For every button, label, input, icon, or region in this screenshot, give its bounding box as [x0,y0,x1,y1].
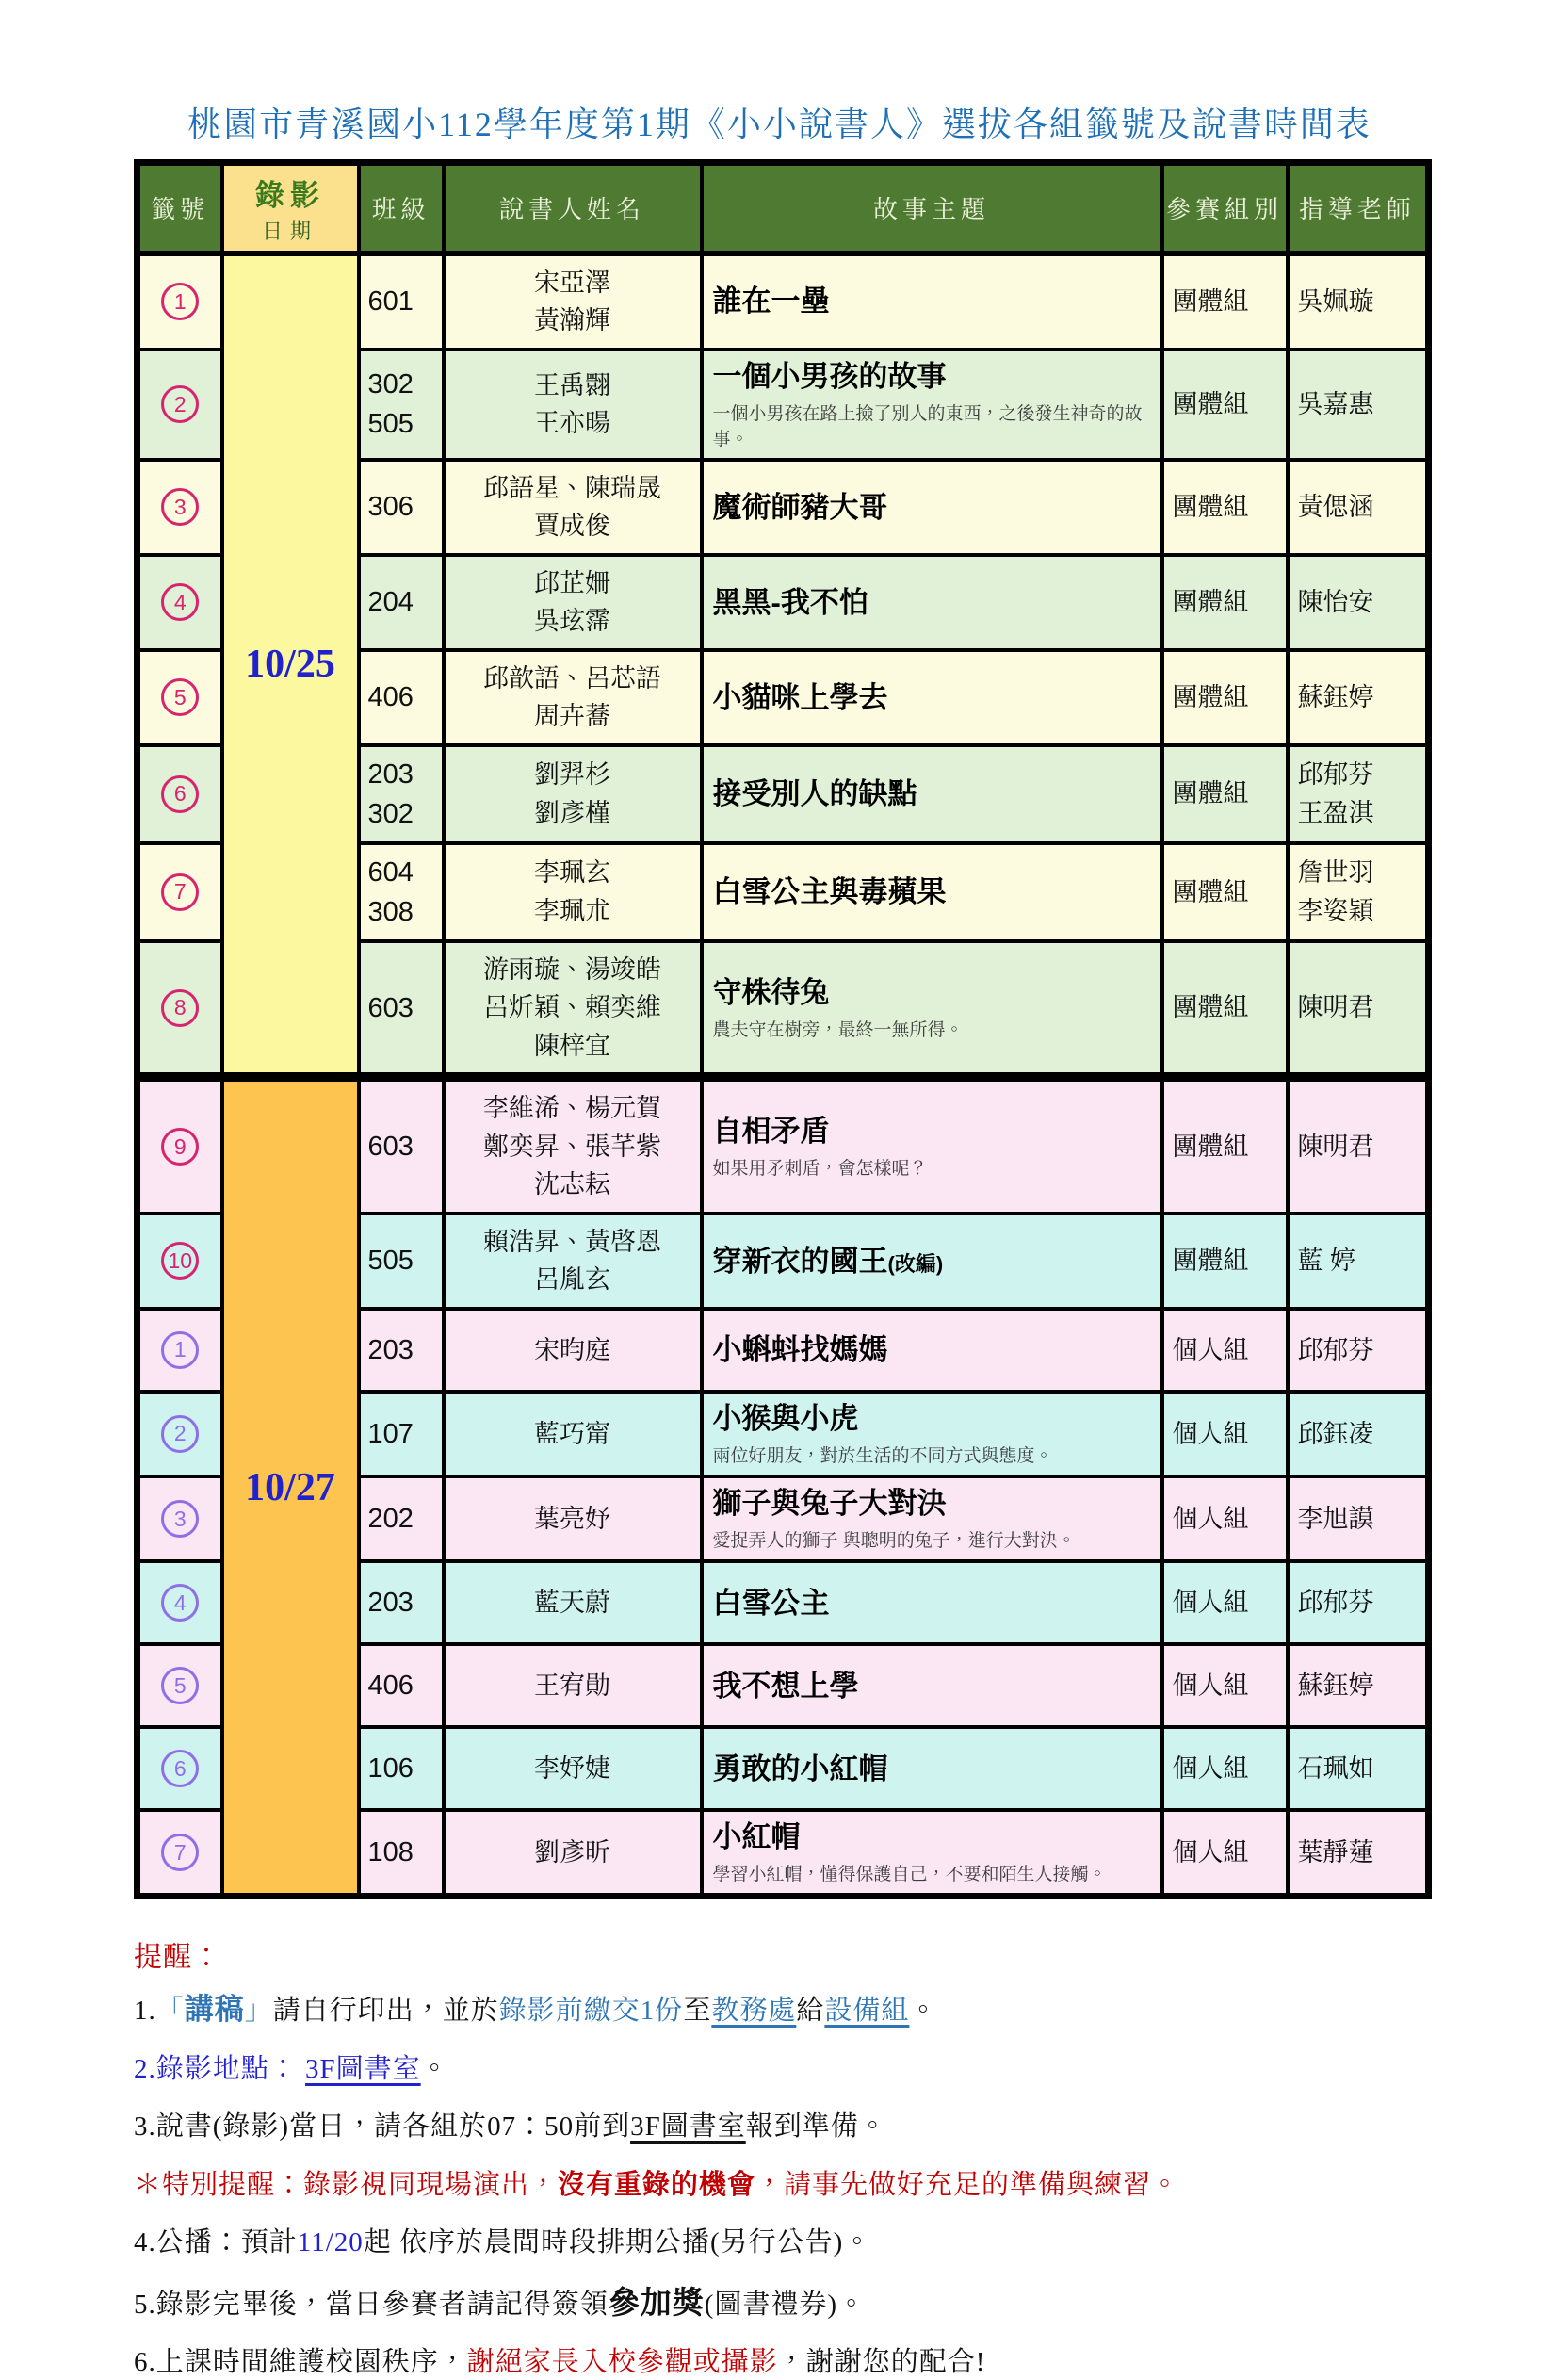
note-text-segment: 3F圖書室 [305,2054,421,2085]
story-topic-cell [702,1077,1162,1214]
note-text-segment: 4.公播：預計 [134,2226,298,2258]
note-text-segment: (圖書禮券)。 [704,2290,867,2321]
lottery-number-cell [138,843,222,941]
lottery-number-cell [138,1392,222,1476]
recording-date-cell [222,1077,359,1897]
class-cell [359,1309,444,1392]
storyteller-names-cell [444,253,702,350]
story-description: 一個小男孩在路上撿了別人的東西，之後發生神奇的故事。 [712,403,1143,449]
competition-group-cell: 個人組 [1162,1561,1288,1644]
story-description: 愛捉弄人的獅子 與聰明的兔子，進行大對決。 [712,1531,1076,1552]
storyteller-name: 呂胤玄 [534,1265,610,1295]
teacher-name: 石珮如 [1297,1754,1374,1783]
storyteller-name: 劉羿杉 [534,760,610,790]
header-teacher: 指導老師 [1288,163,1429,253]
class-cell [359,460,444,555]
class-number: 603 [367,1132,414,1163]
story-title: 誰在一壘 [712,285,830,318]
lottery-number-cell [138,555,222,650]
notes-lines [134,1992,1453,2379]
story-title: 小貓咪上學去 [712,680,888,714]
story-title: 接受別人的缺點 [712,777,917,811]
class-number: 308 [367,896,414,927]
class-cell [359,843,444,941]
lottery-number-cell [138,1309,222,1392]
story-title: 勇敢的小紅帽 [712,1752,888,1785]
table-body [138,253,1429,1897]
note-text-segment: 1. [134,1996,156,2027]
story-title: 小蝌蚪找媽媽 [712,1333,888,1367]
storyteller-names-cell [444,1214,702,1309]
story-topic-cell [702,1214,1162,1309]
competition-group-cell: 個人組 [1162,1727,1288,1810]
class-number: 203 [367,758,414,790]
note-1 [134,1992,1453,2029]
storyteller-name: 邱歆語、呂芯語 [483,663,661,693]
teacher-cell [1288,555,1429,650]
teacher-cell [1288,650,1429,745]
storyteller-name: 劉彥槿 [534,798,610,827]
lottery-number-cell [138,253,222,350]
table-header [138,163,1429,253]
lottery-number-cell [138,1476,222,1561]
teacher-name: 葉靜蓮 [1297,1838,1374,1867]
storyteller-name: 沈志耘 [534,1170,610,1199]
storyteller-names-cell [444,460,702,555]
story-title: 我不想上學 [712,1669,859,1703]
storyteller-name: 葉亮妤 [534,1504,610,1533]
storyteller-names-cell [444,1644,702,1727]
class-number: 204 [367,587,414,618]
class-cell [359,1644,444,1727]
lottery-number-circle: 4 [161,583,199,621]
storyteller-name: 呂炘穎、賴奕維 [483,993,661,1022]
storyteller-name: 宋亞澤 [534,268,610,297]
header-row [138,163,1429,253]
story-description: 學習小紅帽，懂得保護自己，不要和陌生人接觸。 [712,1865,1107,1885]
note-text-segment: 5.錄影完畢後，當日參賽者請記得簽領 [134,2290,609,2321]
storyteller-names-cell [444,555,702,650]
lottery-number-circle: 7 [161,873,199,911]
storyteller-name: 吳玹霈 [534,607,610,636]
story-topic-cell [702,1392,1162,1476]
lottery-number-circle: 1 [161,1331,199,1369]
story-description: 農夫守在樹旁，最終一無所得。 [712,1019,964,1040]
competition-group-cell: 團體組 [1162,555,1288,650]
notes-heading: 提醒： [134,1942,221,1974]
note-text-segment: 起 依序於晨間時段排期公播(另行公告)。 [363,2226,872,2258]
teacher-cell [1288,1810,1429,1897]
lottery-number-circle: 2 [161,385,199,423]
story-topic-cell [702,350,1162,460]
note-text-segment: 至 [683,1996,712,2027]
note-6 [134,2345,1453,2379]
class-number: 505 [367,1246,414,1277]
storyteller-name: 李維浠、楊元賀 [483,1094,661,1123]
recording-date-cell [222,253,359,1078]
class-cell [359,555,444,650]
class-cell [359,1727,444,1810]
note-text-segment: 教務處 [711,1996,797,2027]
class-number: 603 [367,992,414,1023]
teacher-cell [1288,350,1429,460]
class-number: 505 [367,409,414,440]
storyteller-names-cell [444,350,702,460]
storyteller-name: 藍巧甯 [534,1419,610,1448]
lottery-number-circle: 8 [161,989,199,1027]
teacher-name: 李姿穎 [1297,896,1374,925]
teacher-cell [1288,1644,1429,1727]
header-storyteller-names: 說書人姓名 [444,163,702,253]
competition-group-cell: 團體組 [1162,941,1288,1078]
storyteller-name: 賈成俊 [534,512,610,541]
lottery-number-cell [138,1561,222,1644]
schedule-table [134,159,1432,1899]
storyteller-names-cell [444,650,702,745]
story-title: 穿新衣的國王(改編) [712,1244,944,1278]
class-cell [359,1214,444,1309]
story-topic-cell [702,1644,1162,1727]
class-number: 302 [367,369,414,400]
competition-group-cell: 團體組 [1162,650,1288,745]
story-title: 小紅帽 [712,1820,801,1854]
class-number: 604 [367,856,414,888]
storyteller-names-cell [444,1392,702,1476]
lottery-number-circle: 9 [161,1128,199,1166]
storyteller-names-cell [444,1309,702,1392]
lottery-number-circle: 3 [161,1500,199,1538]
table-row [138,1077,1429,1214]
storyteller-name: 宋昀庭 [534,1335,610,1364]
table-row [138,253,1429,350]
lottery-number-circle: 10 [161,1242,199,1280]
teacher-cell [1288,1077,1429,1214]
class-number: 203 [367,1588,414,1619]
lottery-number-circle: 2 [161,1415,199,1453]
storyteller-name: 賴浩昇、黃啓恩 [483,1227,661,1256]
storyteller-name: 李珮玄 [534,858,610,888]
class-number: 203 [367,1334,414,1365]
competition-group-cell: 個人組 [1162,1644,1288,1727]
lottery-number-circle: 5 [161,1667,199,1704]
competition-group-cell: 個人組 [1162,1476,1288,1561]
teacher-cell [1288,253,1429,350]
story-topic-cell [702,1810,1162,1897]
note-text-segment: 。 [909,1996,938,2027]
teacher-name: 李旭謨 [1297,1504,1374,1533]
note-text-segment: 」 [244,1996,273,2027]
storyteller-name: 李妤婕 [534,1754,610,1783]
lottery-number-circle: 1 [161,283,199,320]
storyteller-names-cell [444,1476,702,1561]
story-title: 白雪公主與毒蘋果 [712,875,947,909]
note-text-segment: 沒有重錄的機會 [558,2169,756,2200]
teacher-cell [1288,843,1429,941]
story-topic-cell [702,1561,1162,1644]
teacher-name: 蘇鈺婷 [1297,1671,1374,1700]
storyteller-name: 鄭奕昇、張芊紫 [483,1132,661,1161]
teacher-name: 陳明君 [1297,1132,1374,1161]
lottery-number-cell [138,650,222,745]
story-topic-cell [702,941,1162,1078]
note-text-segment: 11/20 [297,2226,364,2258]
storyteller-names-cell [444,1077,702,1214]
note-text-segment: 3F圖書室 [630,2111,746,2143]
story-topic-cell [702,1727,1162,1810]
note-special [134,2168,1453,2202]
note-text-segment: 設備組 [824,1996,910,2027]
storyteller-names-cell [444,941,702,1078]
header-story-topic: 故事主題 [702,163,1162,253]
teacher-name: 邱郁芬 [1297,760,1374,790]
note-2 [134,2052,1453,2086]
note-text-segment: 6.上課時間維護校園秩序， [134,2347,467,2378]
storyteller-name: 藍天蔚 [534,1589,610,1617]
lottery-number-circle: 3 [161,488,199,526]
teacher-name: 藍 婷 [1297,1247,1356,1276]
note-text-segment: 報到準備。 [745,2111,887,2143]
class-number: 406 [367,682,414,713]
class-cell [359,941,444,1078]
storyteller-name: 游雨璇、湯竣皓 [483,954,661,984]
storyteller-names-cell [444,1810,702,1897]
note-text-segment: ＊特別提醒： [134,2169,304,2200]
note-text-segment: 請自行印出，並於 [272,1996,499,2027]
story-title: 小猴與小虎 [712,1401,859,1435]
story-topic-cell [702,460,1162,555]
teacher-name: 黃偲涵 [1297,492,1374,521]
note-text-segment: 錄影前繳交1份 [498,1996,684,2027]
note-text-segment: 給 [796,1996,825,2027]
teacher-cell [1288,1727,1429,1810]
lottery-number-cell [138,941,222,1078]
class-number: 107 [367,1418,414,1449]
teacher-cell [1288,460,1429,555]
note-4 [134,2225,1453,2259]
page-title: 桃園市青溪國小112學年度第1期《小小說書人》選拔各組籤號及說書時間表 [187,106,1371,143]
story-topic-cell [702,650,1162,745]
storyteller-name: 周卉蕎 [534,702,610,731]
teacher-name: 蘇鈺婷 [1297,682,1374,711]
story-description: 兩位好朋友，對於生活的不同方式與態度。 [712,1446,1053,1467]
story-topic-cell [702,1476,1162,1561]
lottery-number-cell [138,1214,222,1309]
storyteller-name: 黃瀚輝 [534,306,610,334]
story-title: 黑黑-我不怕 [712,585,868,619]
recording-date: 10/27 [245,1465,335,1509]
storyteller-names-cell [444,843,702,941]
note-5 [134,2283,1453,2322]
teacher-name: 陳怡安 [1297,587,1374,616]
lottery-number-circle: 7 [161,1834,199,1871]
note-text-segment: 「 [155,1996,185,2027]
teacher-name: 王盈淇 [1297,798,1374,827]
class-number: 106 [367,1753,414,1785]
header-competition-group: 參賽組別 [1162,163,1288,253]
class-number: 601 [367,285,414,317]
note-text-segment: ，請事先做好充足的準備與練習。 [755,2169,1180,2200]
recording-date: 10/25 [245,642,335,686]
teacher-cell [1288,1309,1429,1392]
story-topic-cell [702,555,1162,650]
storyteller-name: 劉彥昕 [534,1838,610,1867]
teacher-cell [1288,745,1429,843]
storyteller-name: 王宥勛 [534,1671,610,1700]
story-title: 白雪公主 [712,1586,830,1620]
storyteller-name: 陳梓宜 [534,1031,610,1060]
lottery-number-cell [138,1810,222,1897]
class-cell [359,650,444,745]
story-title: 一個小男孩的故事 [712,359,947,393]
notes-section [134,1933,1453,2379]
competition-group-cell: 團體組 [1162,253,1288,350]
teacher-name: 陳明君 [1297,993,1374,1022]
lottery-number-cell [138,1644,222,1727]
storyteller-names-cell [444,1561,702,1644]
competition-group-cell: 個人組 [1162,1309,1288,1392]
story-title: 自相矛盾 [712,1115,830,1149]
note-text-segment: 謝絕家長入校參觀或攝影 [466,2347,778,2378]
class-number: 108 [367,1837,414,1868]
teacher-name: 邱郁芬 [1297,1335,1374,1364]
class-cell [359,350,444,460]
teacher-name: 詹世羽 [1297,858,1374,888]
note-text-segment: 錄影視同現場演出， [303,2169,559,2200]
lottery-number-cell [138,745,222,843]
header-recording-date-line1: 錄影 [255,178,325,212]
competition-group-cell: 個人組 [1162,1392,1288,1476]
class-number: 302 [367,798,414,829]
competition-group-cell: 團體組 [1162,460,1288,555]
class-cell [359,253,444,350]
lottery-number-cell [138,1727,222,1810]
class-cell [359,1077,444,1214]
teacher-cell [1288,1476,1429,1561]
teacher-name: 邱郁芬 [1297,1589,1374,1617]
note-text-segment: 講稿 [184,1993,245,2027]
note-text-segment: 2.錄影地點： [134,2054,306,2085]
class-number: 306 [367,492,414,523]
class-number: 202 [367,1504,414,1535]
note-text-segment: ，謝謝您的配合! [777,2347,986,2378]
storyteller-names-cell [444,1727,702,1810]
storyteller-name: 邱語星、陳瑞晟 [483,473,661,502]
header-recording-date-line2: 日期 [261,219,318,243]
teacher-cell [1288,941,1429,1078]
class-cell [359,1810,444,1897]
competition-group-cell: 團體組 [1162,843,1288,941]
lottery-number-circle: 4 [161,1584,199,1622]
class-cell [359,1476,444,1561]
lottery-number-circle: 6 [161,1750,199,1787]
competition-group-cell: 團體組 [1162,745,1288,843]
lottery-number-circle: 6 [161,775,199,813]
note-text-segment: 。 [420,2054,449,2085]
storyteller-name: 邱芷姍 [534,568,610,597]
header-lottery: 籤號 [138,163,222,253]
competition-group-cell: 個人組 [1162,1810,1288,1897]
class-cell [359,745,444,843]
lottery-number-cell [138,460,222,555]
story-topic-cell [702,843,1162,941]
story-title: 獅子與兔子大對決 [712,1487,947,1521]
note-text-segment: 3.說書(錄影)當日，請各組於07：50前到 [134,2111,631,2143]
story-description: 如果用矛刺盾，會怎樣呢？ [712,1159,928,1180]
competition-group-cell: 團體組 [1162,350,1288,460]
lottery-number-circle: 5 [161,678,199,716]
story-topic-cell [702,745,1162,843]
teacher-name: 邱鈺凌 [1297,1419,1374,1448]
teacher-cell [1288,1214,1429,1309]
competition-group-cell: 團體組 [1162,1214,1288,1309]
class-cell [359,1561,444,1644]
competition-group-cell: 團體組 [1162,1077,1288,1214]
lottery-number-cell [138,350,222,460]
teacher-cell [1288,1392,1429,1476]
storyteller-name: 王亦暘 [534,409,610,438]
note-3 [134,2110,1453,2144]
storyteller-name: 李珮朮 [534,896,610,925]
note-text-segment: 參加獎 [608,2285,705,2321]
story-topic-cell [702,1309,1162,1392]
class-cell [359,1392,444,1476]
teacher-name: 吳嘉惠 [1297,389,1374,418]
story-title: 守株待兔 [712,975,830,1009]
story-title: 魔術師豬大哥 [712,490,888,524]
lottery-number-cell [138,1077,222,1214]
story-topic-cell [702,253,1162,350]
header-recording-date [222,163,359,253]
story-title-suffix: (改編) [887,1251,944,1276]
header-class: 班級 [359,163,444,253]
class-number: 406 [367,1671,414,1702]
storyteller-names-cell [444,745,702,843]
teacher-name: 吳姵璇 [1297,286,1374,316]
teacher-cell [1288,1561,1429,1644]
storyteller-name: 王禹翾 [534,370,610,399]
